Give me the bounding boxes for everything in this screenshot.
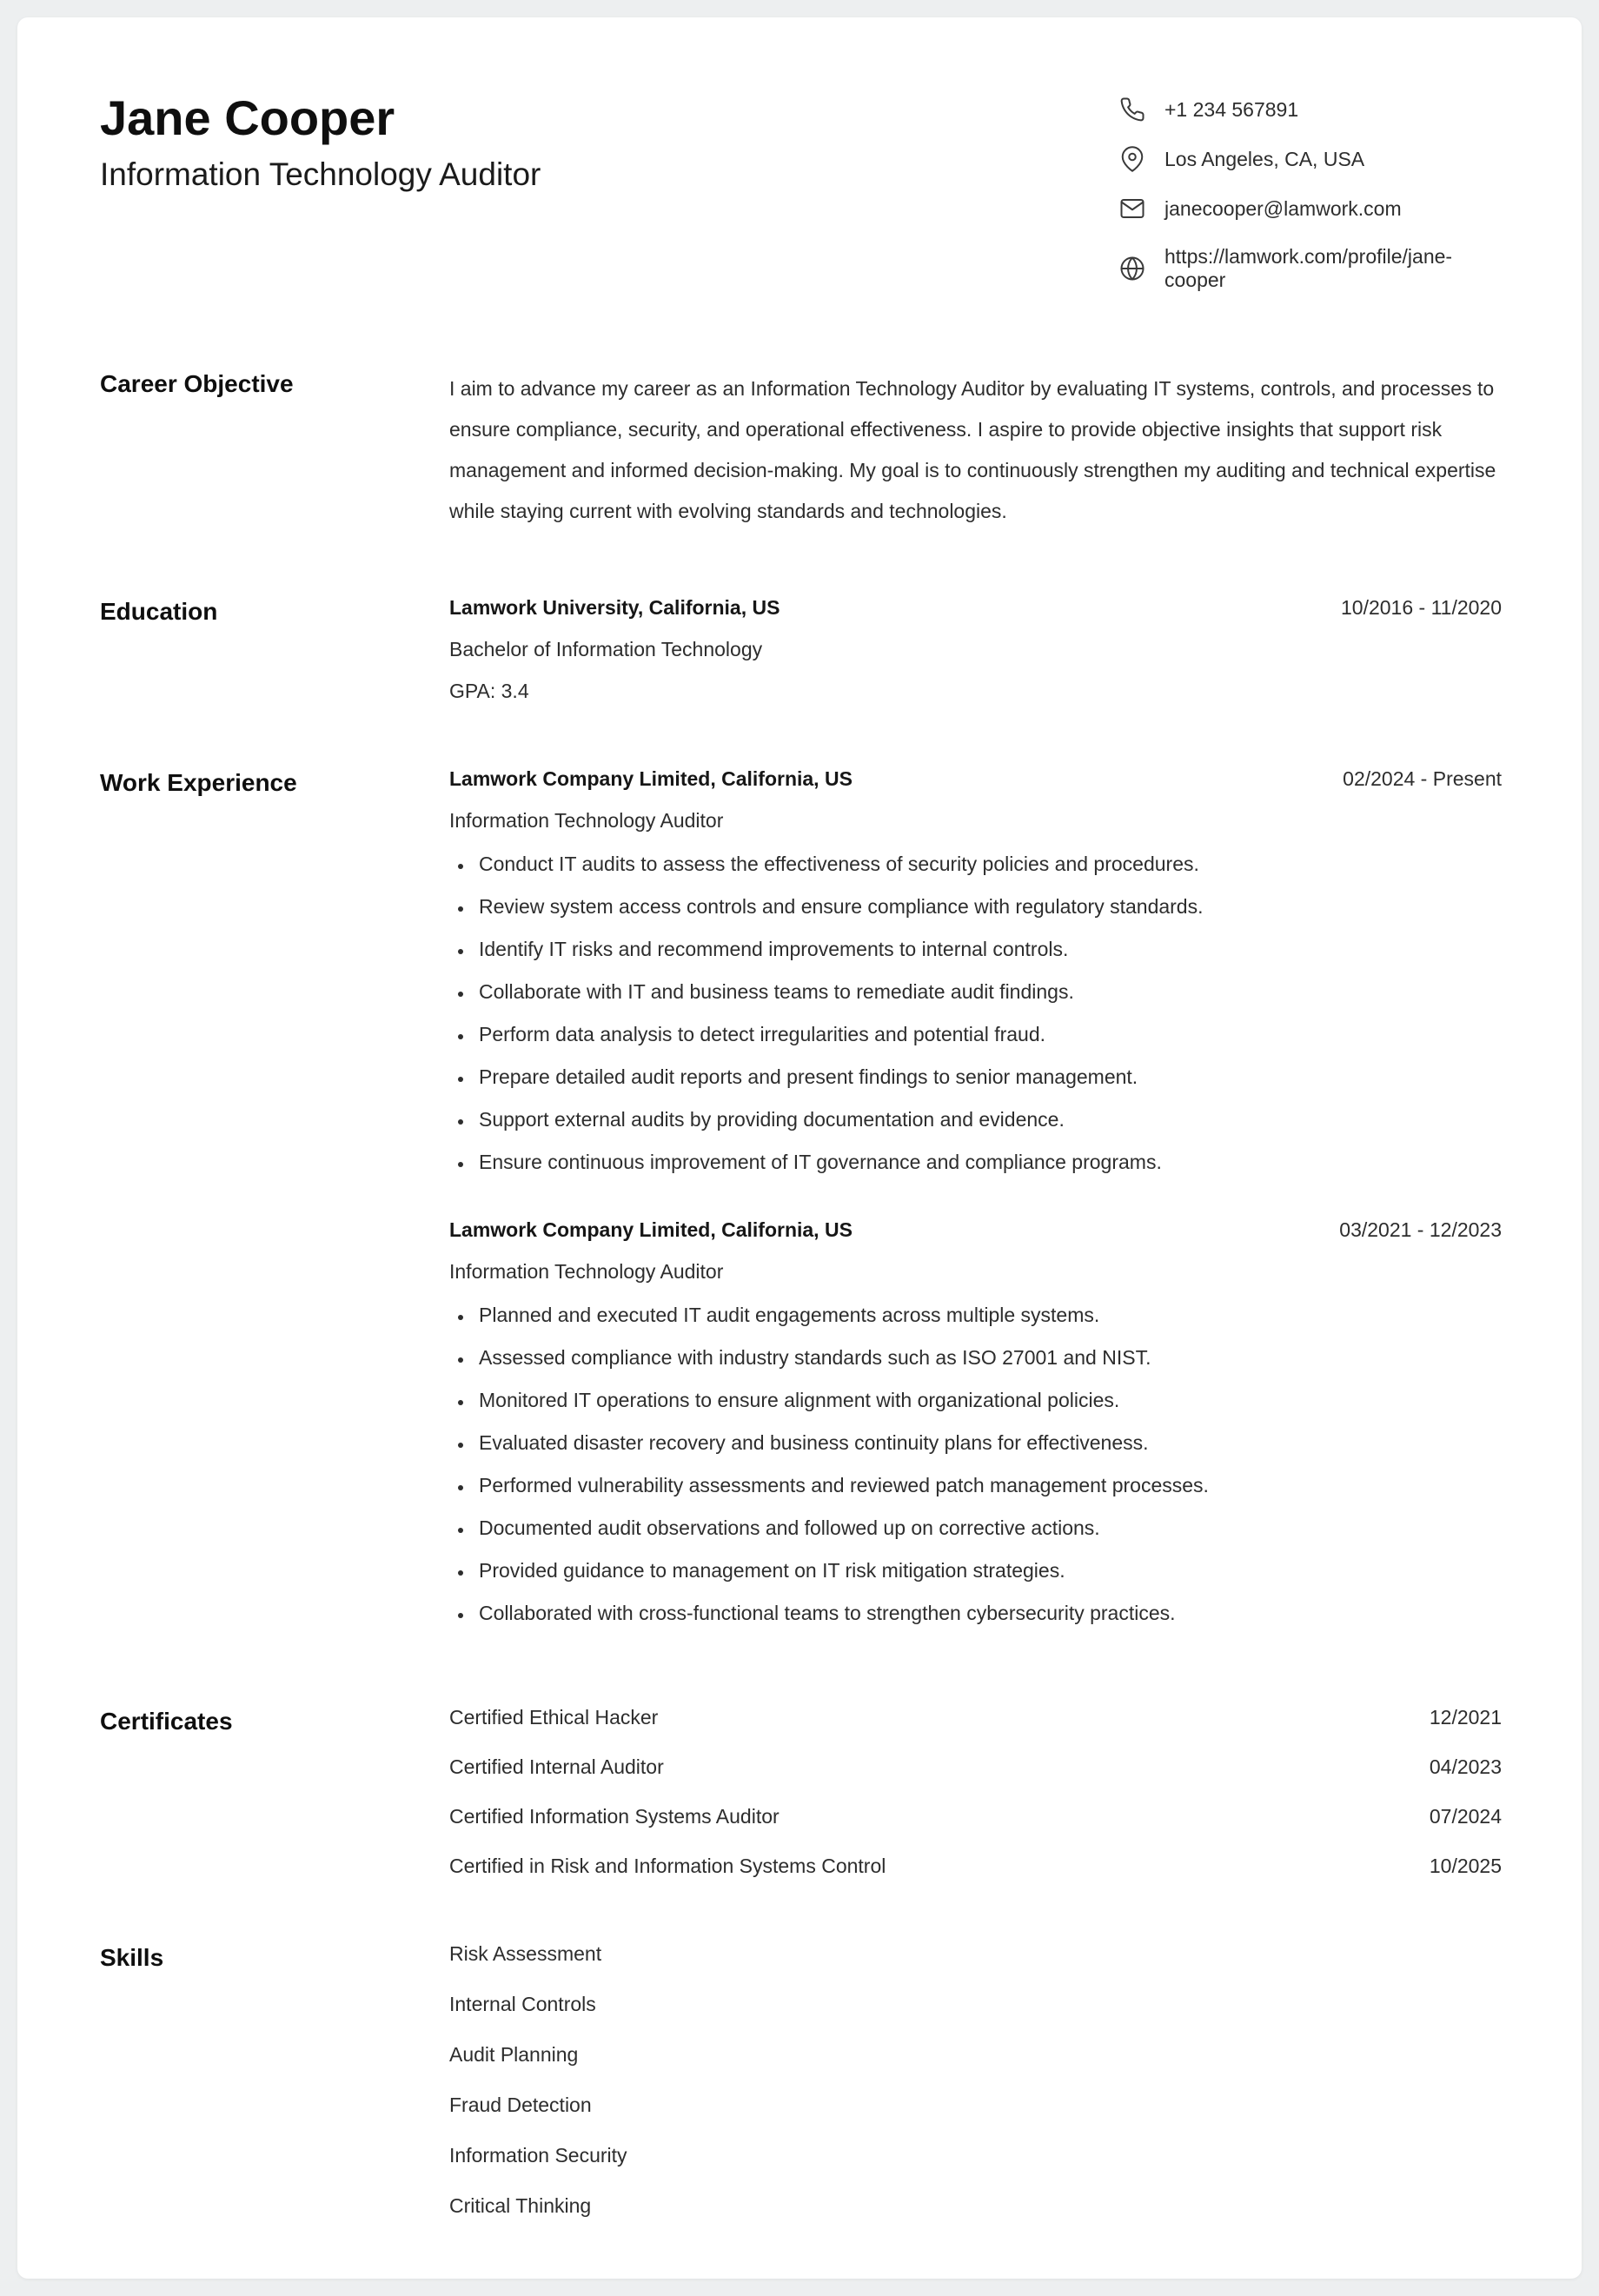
job-role: Information Technology Auditor: [449, 809, 724, 832]
contact-email-text: janecooper@lamwork.com: [1164, 196, 1402, 220]
job-bullet-list: [449, 850, 1502, 1177]
contact-info: [1119, 91, 1502, 292]
contact-website-text: https://lamwork.com/profile/jane-cooper: [1164, 245, 1453, 291]
resume-page: [17, 17, 1582, 2279]
job-bullet: • Evaluated disaster recovery and business continuity plans for effectiveness.: [474, 1429, 1502, 1457]
job-bullet: • Conduct IT audits to assess the effectiveness of security policies and procedures.: [474, 850, 1502, 879]
section-career-objective: [100, 368, 1502, 532]
person-name: Jane Cooper: [100, 90, 395, 145]
certificate-row: [449, 1805, 1502, 1828]
job-bullet: • Review system access controls and ensure compliance with regulatory standards.: [474, 893, 1502, 921]
section-skills: [100, 1942, 1502, 2218]
email-icon: [1119, 196, 1145, 222]
certificate-name: Certified Information Systems Auditor: [449, 1805, 780, 1828]
education-degree: Bachelor of Information Technology: [449, 638, 763, 660]
job-bullet: • Identify IT risks and recommend improvements to internal controls.: [474, 935, 1502, 964]
location-icon: [1119, 146, 1145, 172]
career-objective-label: Career Objective: [100, 370, 294, 397]
job-bullet: • Support external audits by providing documentation and evidence.: [474, 1105, 1502, 1134]
globe-icon: [1119, 255, 1145, 282]
skill-item: Critical Thinking: [449, 2194, 592, 2217]
skills-label: Skills: [100, 1944, 164, 1971]
skill-item: Information Security: [449, 2144, 627, 2167]
contact-phone-row: [1119, 96, 1502, 123]
phone-icon: [1119, 96, 1145, 123]
certificate-row: [449, 1755, 1502, 1779]
section-work-experience: [100, 767, 1502, 1642]
job-bullet: • Collaborated with cross-functional teams to strengthen cybersecurity practices.: [474, 1599, 1502, 1628]
contact-email-row: [1119, 196, 1502, 222]
certificate-name: Certified Internal Auditor: [449, 1755, 664, 1778]
contact-location-row: [1119, 146, 1502, 172]
section-certificates: [100, 1706, 1502, 1878]
job-bullet: • Performed vulnerability assessments and reviewed patch management processes.: [474, 1471, 1502, 1500]
certificates-list: [449, 1706, 1502, 1878]
skill-item: Fraud Detection: [449, 2094, 592, 2116]
job-bullet: • Perform data analysis to detect irregularities and potential fraud.: [474, 1020, 1502, 1049]
certificate-date: 10/2025: [1429, 1855, 1502, 1877]
certificate-row: [449, 1706, 1502, 1729]
job-dates: 02/2024 - Present: [1343, 767, 1502, 790]
job-bullet: • Ensure continuous improvement of IT governance and compliance programs.: [474, 1148, 1502, 1177]
job-bullet: • Provided guidance to management on IT risk mitigation strategies.: [474, 1556, 1502, 1585]
job-bullet: • Planned and executed IT audit engagements across multiple systems.: [474, 1301, 1502, 1330]
job-entry-2: [449, 1218, 1502, 1628]
certificate-name: Certified in Risk and Information Systems Control: [449, 1855, 886, 1877]
skill-item: Risk Assessment: [449, 1942, 602, 1965]
contact-phone-text: +1 234 567891: [1164, 97, 1299, 121]
certificates-label: Certificates: [100, 1708, 233, 1735]
education-entry-header: [449, 596, 1502, 620]
education-gpa: GPA: 3.4: [449, 680, 529, 702]
job-dates: 03/2021 - 12/2023: [1339, 1218, 1502, 1241]
job-bullet: • Collaborate with IT and business teams to remediate audit findings.: [474, 978, 1502, 1006]
work-experience-content: [449, 767, 1502, 1642]
education-content: [449, 596, 1502, 703]
skills-list: [449, 1942, 1502, 2218]
certificate-name: Certified Ethical Hacker: [449, 1706, 659, 1729]
certificate-date: 04/2023: [1429, 1755, 1502, 1778]
education-institution: Lamwork University, California, US: [449, 596, 780, 619]
career-objective-text: I aim to advance my career as an Information Technology Auditor by evaluating IT systems, controls, and processes to ensure compliance, security, and operational effectiveness. I aspire to provide objective insights that support risk management and informed decision-making. My goal is to continuously strengthen my auditing and technical expertise while staying current with evolving standards and technologies.: [449, 377, 1496, 522]
career-objective-content: [449, 368, 1502, 532]
contact-location-text: Los Angeles, CA, USA: [1164, 147, 1365, 170]
section-education: [100, 596, 1502, 703]
job-entry-header: [449, 767, 1502, 791]
job-bullet: • Assessed compliance with industry standards such as ISO 27001 and NIST.: [474, 1344, 1502, 1372]
person-title: Information Technology Auditor: [100, 156, 541, 192]
job-bullet: • Documented audit observations and followed up on corrective actions.: [474, 1514, 1502, 1543]
education-label: Education: [100, 598, 218, 625]
resume-header: [100, 91, 1502, 292]
work-experience-label: Work Experience: [100, 769, 297, 796]
contact-website-row: [1119, 245, 1502, 292]
certificate-date: 12/2021: [1429, 1706, 1502, 1729]
skill-item: Internal Controls: [449, 1993, 596, 2015]
skill-item: Audit Planning: [449, 2043, 579, 2066]
identity-block: [100, 91, 541, 194]
job-bullet-list: [449, 1301, 1502, 1628]
job-entry-1: [449, 767, 1502, 1177]
job-entry-header: [449, 1218, 1502, 1242]
education-dates: 10/2016 - 11/2020: [1340, 596, 1502, 619]
certificate-row: [449, 1855, 1502, 1878]
job-company: Lamwork Company Limited, California, US: [449, 1218, 853, 1241]
job-company: Lamwork Company Limited, California, US: [449, 767, 853, 790]
job-role: Information Technology Auditor: [449, 1260, 724, 1283]
job-bullet: • Prepare detailed audit reports and present findings to senior management.: [474, 1063, 1502, 1092]
certificate-date: 07/2024: [1429, 1805, 1502, 1828]
job-bullet: • Monitored IT operations to ensure alignment with organizational policies.: [474, 1386, 1502, 1415]
